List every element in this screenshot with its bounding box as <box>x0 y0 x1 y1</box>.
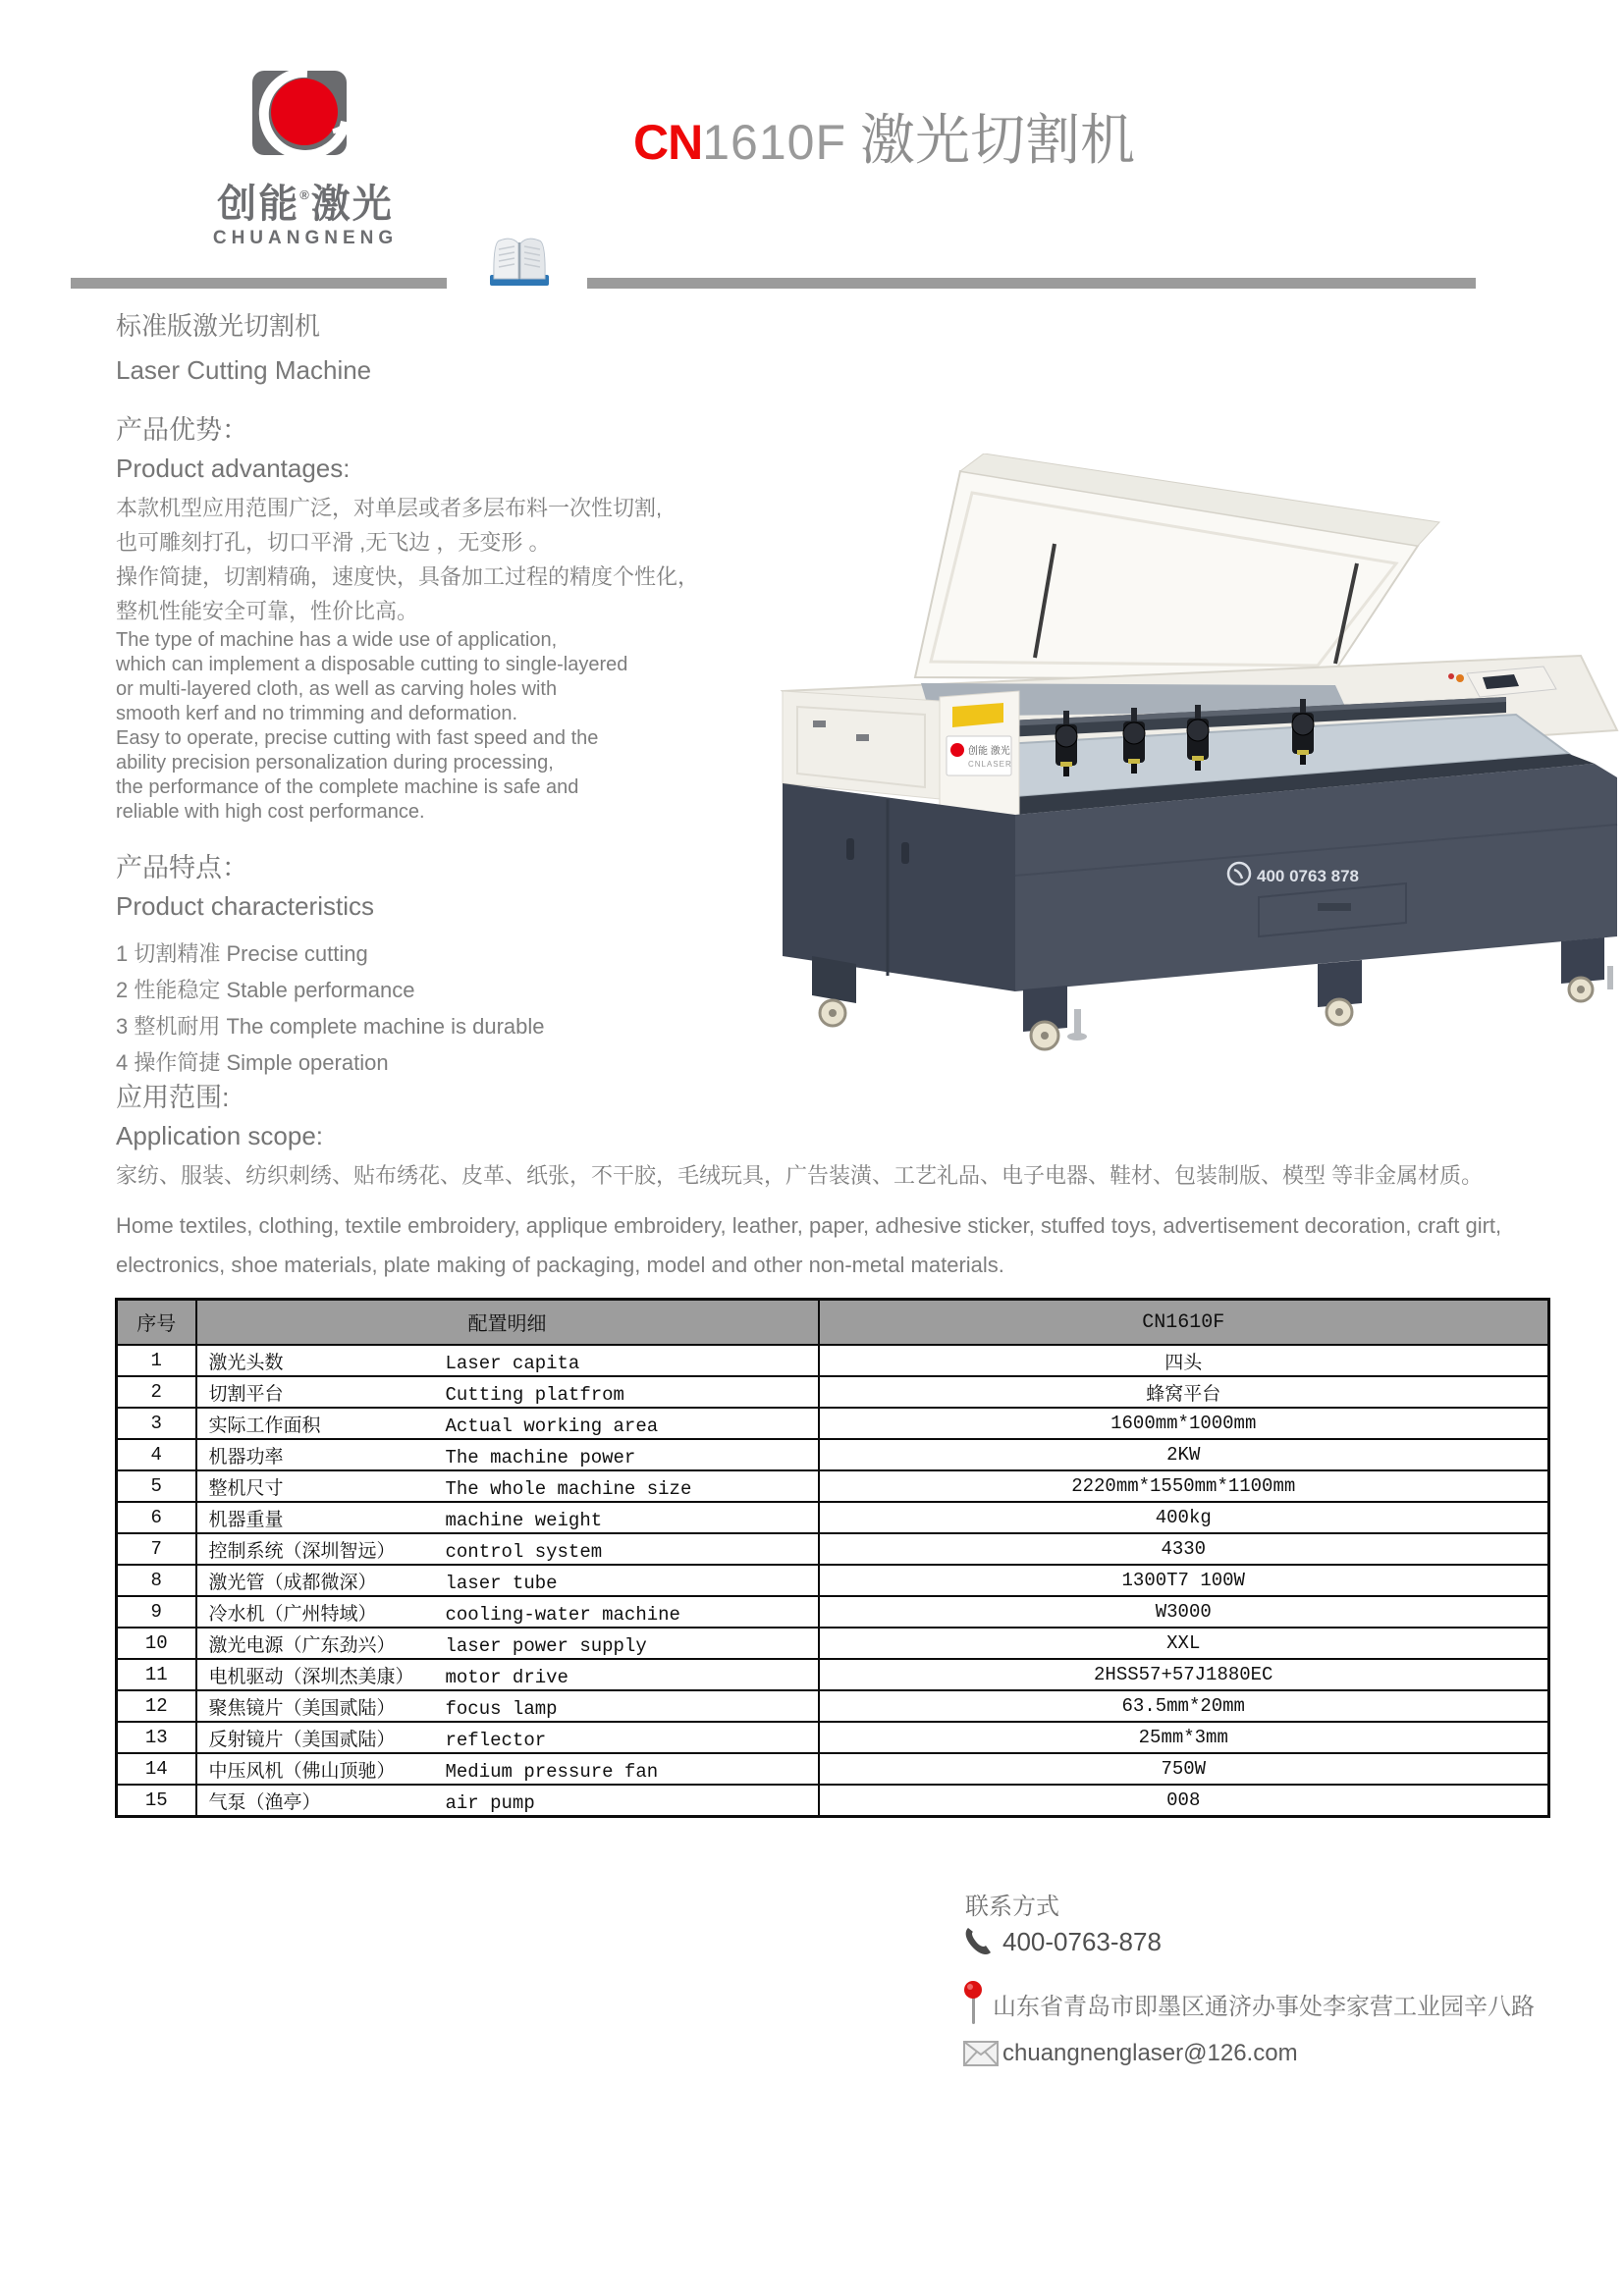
spec-name-cn: 中压风机（佛山顶驰） <box>208 1760 396 1783</box>
spec-value: 4330 <box>819 1533 1549 1565</box>
spec-row <box>117 1345 1549 1376</box>
envelope-icon <box>963 2041 999 2066</box>
spec-value: 1300T7 100W <box>819 1565 1549 1596</box>
spec-name-en: cooling-water machine <box>445 1603 680 1626</box>
spec-value: 2KW <box>819 1439 1549 1470</box>
spec-name-en: Laser capita <box>445 1352 580 1374</box>
advantages-en-line: ability precision personalization during processing, <box>116 752 554 774</box>
characteristics-items <box>116 935 744 1081</box>
spec-row <box>117 1753 1549 1785</box>
spec-name-en: Medium pressure fan <box>445 1760 659 1783</box>
advantages-heading-en: Product advantages: <box>116 454 351 483</box>
advantages-en-line: or multi-layered cloth, as well as carving holes with <box>116 678 558 700</box>
spec-value: 四头 <box>819 1345 1549 1376</box>
spec-name <box>196 1345 819 1376</box>
spec-value: 2HSS57+57J1880EC <box>819 1659 1549 1690</box>
spec-name-en: The whole machine size <box>445 1477 692 1500</box>
spec-name-cn: 机器功率 <box>208 1446 284 1468</box>
application-heading-en: Application scope: <box>116 1121 324 1150</box>
contact-phone-row <box>963 1926 1162 1957</box>
advantages-en-line: the performance of the complete machine is safe and <box>116 776 579 798</box>
spec-value: XXL <box>819 1628 1549 1659</box>
spec-table-wrap <box>115 1298 1550 1818</box>
spec-header-model: CN1610F <box>819 1300 1549 1346</box>
spec-name <box>196 1565 819 1596</box>
subtitle-cn: 标准版激光切割机 <box>116 311 321 341</box>
spec-row <box>117 1376 1549 1408</box>
spec-no: 9 <box>117 1596 196 1628</box>
open-book-icon <box>488 234 551 291</box>
spec-name-cn: 电机驱动（深圳杰美康） <box>208 1666 414 1688</box>
spec-no: 1 <box>117 1345 196 1376</box>
spec-row <box>117 1785 1549 1817</box>
spec-no: 3 <box>117 1408 196 1439</box>
title-cn: 激光切割机 <box>846 111 1135 172</box>
brand-sticker <box>947 736 1012 775</box>
spec-row <box>117 1659 1549 1690</box>
location-pin-icon <box>963 1981 983 2026</box>
section-advantages <box>116 408 744 825</box>
advantages-cn-lines <box>116 491 744 628</box>
contact-phone: 400-0763-878 <box>1002 1926 1162 1956</box>
spec-name-en: laser tube <box>445 1572 558 1594</box>
spec-name-cn: 聚焦镜片（美国贰陆） <box>208 1697 396 1720</box>
spec-name-en: laser power supply <box>445 1634 647 1657</box>
spec-no: 4 <box>117 1439 196 1470</box>
brand-name-cn: 创能®激光 <box>217 183 394 226</box>
spec-name-cn: 气泵（渔亭） <box>208 1791 321 1814</box>
advantages-en-line: The type of machine has a wide use of application, <box>116 629 558 651</box>
spec-row <box>117 1502 1549 1533</box>
laser-cutting-machine-image <box>729 454 1620 1054</box>
spec-name <box>196 1502 819 1533</box>
subtitle-en: Laser Cutting Machine <box>116 355 372 385</box>
spec-name <box>196 1533 819 1565</box>
phone-icon <box>963 1926 993 1957</box>
application-cn-line: 家纺、服装、纺织刺绣、贴布绣花、皮革、纸张，不干胶，毛绒玩具，广告装潢、工艺礼品、电子电器、鞋材、包装制版、模型 等非金属材质。 <box>116 1163 1484 1188</box>
model-number: 1610F <box>702 115 846 170</box>
spec-table-body <box>117 1345 1549 1817</box>
divider-right <box>587 278 1476 289</box>
spec-name-cn: 实际工作面积 <box>208 1415 321 1437</box>
spec-header-detail: 配置明细 <box>196 1300 819 1346</box>
contact-email: chuangnenglaser@126.com <box>1002 2040 1298 2066</box>
spec-name <box>196 1376 819 1408</box>
spec-name <box>196 1785 819 1817</box>
spec-header-no: 序号 <box>117 1300 196 1346</box>
svg-text:创能 激光: 创能 激光 <box>968 746 1010 757</box>
characteristic-item: 4 操作简捷 Simple operation <box>116 1050 389 1075</box>
spec-row <box>117 1408 1549 1439</box>
advantages-en-lines <box>116 628 744 825</box>
spec-no: 11 <box>117 1659 196 1690</box>
registered-mark: ® <box>299 187 311 202</box>
spec-name-en: Actual working area <box>445 1415 659 1437</box>
contact-address: 山东省青岛市即墨区通济办事处李家营工业园辛八路 <box>993 1993 1535 2020</box>
characteristic-item: 2 性能稳定 Stable performance <box>116 978 415 1002</box>
spec-name <box>196 1722 819 1753</box>
spec-no: 7 <box>117 1533 196 1565</box>
spec-table <box>115 1298 1550 1818</box>
spec-name <box>196 1628 819 1659</box>
spec-value: 750W <box>819 1753 1549 1785</box>
application-heading-cn: 应用范围: <box>116 1083 230 1112</box>
advantages-cn-line: 也可雕刻打孔，切口平滑 ,无飞边 ，无变形 。 <box>116 530 551 555</box>
spec-name-cn: 冷水机（广州特域） <box>208 1603 377 1626</box>
spec-name-en: reflector <box>445 1729 547 1751</box>
spec-name-cn: 激光管（成都微深） <box>208 1572 377 1594</box>
advantages-cn-line: 本款机型应用范围广泛，对单层或者多层布料一次性切割, <box>116 496 663 520</box>
spec-name <box>196 1753 819 1785</box>
spec-row <box>117 1722 1549 1753</box>
spec-name-cn: 整机尺寸 <box>208 1477 284 1500</box>
spec-name-en: focus lamp <box>445 1697 558 1720</box>
spec-no: 13 <box>117 1722 196 1753</box>
spec-no: 2 <box>117 1376 196 1408</box>
spec-no: 15 <box>117 1785 196 1817</box>
spec-no: 5 <box>117 1470 196 1502</box>
section-characteristics <box>116 846 744 1081</box>
spec-name-cn: 控制系统（深圳智远） <box>208 1540 396 1563</box>
spec-name-en: machine weight <box>445 1509 603 1531</box>
advantages-cn-line: 操作简捷，切割精确，速度快，具备加工过程的精度个性化， <box>116 564 700 589</box>
spec-name-en: The machine power <box>445 1446 636 1468</box>
company-logo-block <box>202 69 408 249</box>
advantages-en-line: which can implement a disposable cutting to single-layered <box>116 654 628 675</box>
characteristic-item: 3 整机耐用 The complete machine is durable <box>116 1014 545 1039</box>
spec-name-cn: 激光头数 <box>208 1352 284 1374</box>
page-title <box>633 110 1135 174</box>
spec-row <box>117 1690 1549 1722</box>
spec-name <box>196 1690 819 1722</box>
brand-name-en: CHUANGNENG <box>212 228 399 248</box>
svg-text:CNLASER: CNLASER <box>968 760 1012 769</box>
spec-row <box>117 1533 1549 1565</box>
spec-name-en: Cutting platfrom <box>445 1383 624 1406</box>
subtitle <box>116 304 371 393</box>
characteristics-heading-en: Product characteristics <box>116 891 374 921</box>
spec-name-en: motor drive <box>445 1666 568 1688</box>
spec-row <box>117 1470 1549 1502</box>
spec-name-en: air pump <box>445 1791 535 1814</box>
svg-text:400 0763 878: 400 0763 878 <box>1257 867 1359 885</box>
spec-name <box>196 1439 819 1470</box>
spec-name-en: control system <box>445 1540 603 1563</box>
divider-left <box>71 278 447 289</box>
spec-name-cn: 切割平台 <box>208 1383 284 1406</box>
spec-value: 25mm*3mm <box>819 1722 1549 1753</box>
advantages-cn-line: 整机性能安全可靠，性价比高。 <box>116 599 419 623</box>
spec-value: W3000 <box>819 1596 1549 1628</box>
spec-row <box>117 1565 1549 1596</box>
spec-row <box>117 1439 1549 1470</box>
advantages-en-line: Easy to operate, precise cutting with fast speed and the <box>116 727 599 749</box>
spec-value: 1600mm*1000mm <box>819 1408 1549 1439</box>
spec-value: 63.5mm*20mm <box>819 1690 1549 1722</box>
spec-row <box>117 1596 1549 1628</box>
spec-no: 12 <box>117 1690 196 1722</box>
company-logo-icon <box>250 69 360 159</box>
contact-heading: 联系方式 <box>965 1894 1059 1920</box>
application-en-lines <box>116 1206 1559 1285</box>
spec-name-cn: 激光电源（广东劲兴） <box>208 1634 396 1657</box>
spec-name <box>196 1596 819 1628</box>
contact-email-row <box>963 2040 1298 2067</box>
spec-no: 6 <box>117 1502 196 1533</box>
model-prefix: CN <box>633 115 703 170</box>
spec-value: 蜂窝平台 <box>819 1376 1549 1408</box>
spec-name <box>196 1659 819 1690</box>
characteristic-item: 1 切割精准 Precise cutting <box>116 941 368 966</box>
spec-row <box>117 1628 1549 1659</box>
advantages-en-line: reliable with high cost performance. <box>116 801 425 823</box>
characteristics-heading-cn: 产品特点： <box>116 853 248 882</box>
spec-value: 008 <box>819 1785 1549 1817</box>
advantages-heading-cn: 产品优势： <box>116 415 248 445</box>
spec-name <box>196 1470 819 1502</box>
application-en-line: Home textiles, clothing, textile embroidery, applique embroidery, leather, paper, adhesive sticker, stuffed toys, advertisement decoration, craft girt, <box>116 1213 1502 1238</box>
spec-no: 14 <box>117 1753 196 1785</box>
spec-name-cn: 反射镜片（美国贰陆） <box>208 1729 396 1751</box>
application-en-line: electronics, shoe materials, plate making of packaging, model and other non-metal materials. <box>116 1253 1004 1277</box>
spec-value: 400kg <box>819 1502 1549 1533</box>
section-application <box>116 1076 1559 1285</box>
spec-name-cn: 机器重量 <box>208 1509 284 1531</box>
spec-value: 2220mm*1550mm*1100mm <box>819 1470 1549 1502</box>
spec-header-row <box>117 1300 1549 1346</box>
spec-name <box>196 1408 819 1439</box>
contact-address-row <box>963 1981 1535 2026</box>
spec-no: 10 <box>117 1628 196 1659</box>
advantages-en-line: smooth kerf and no trimming and deformation. <box>116 703 518 724</box>
spec-no: 8 <box>117 1565 196 1596</box>
